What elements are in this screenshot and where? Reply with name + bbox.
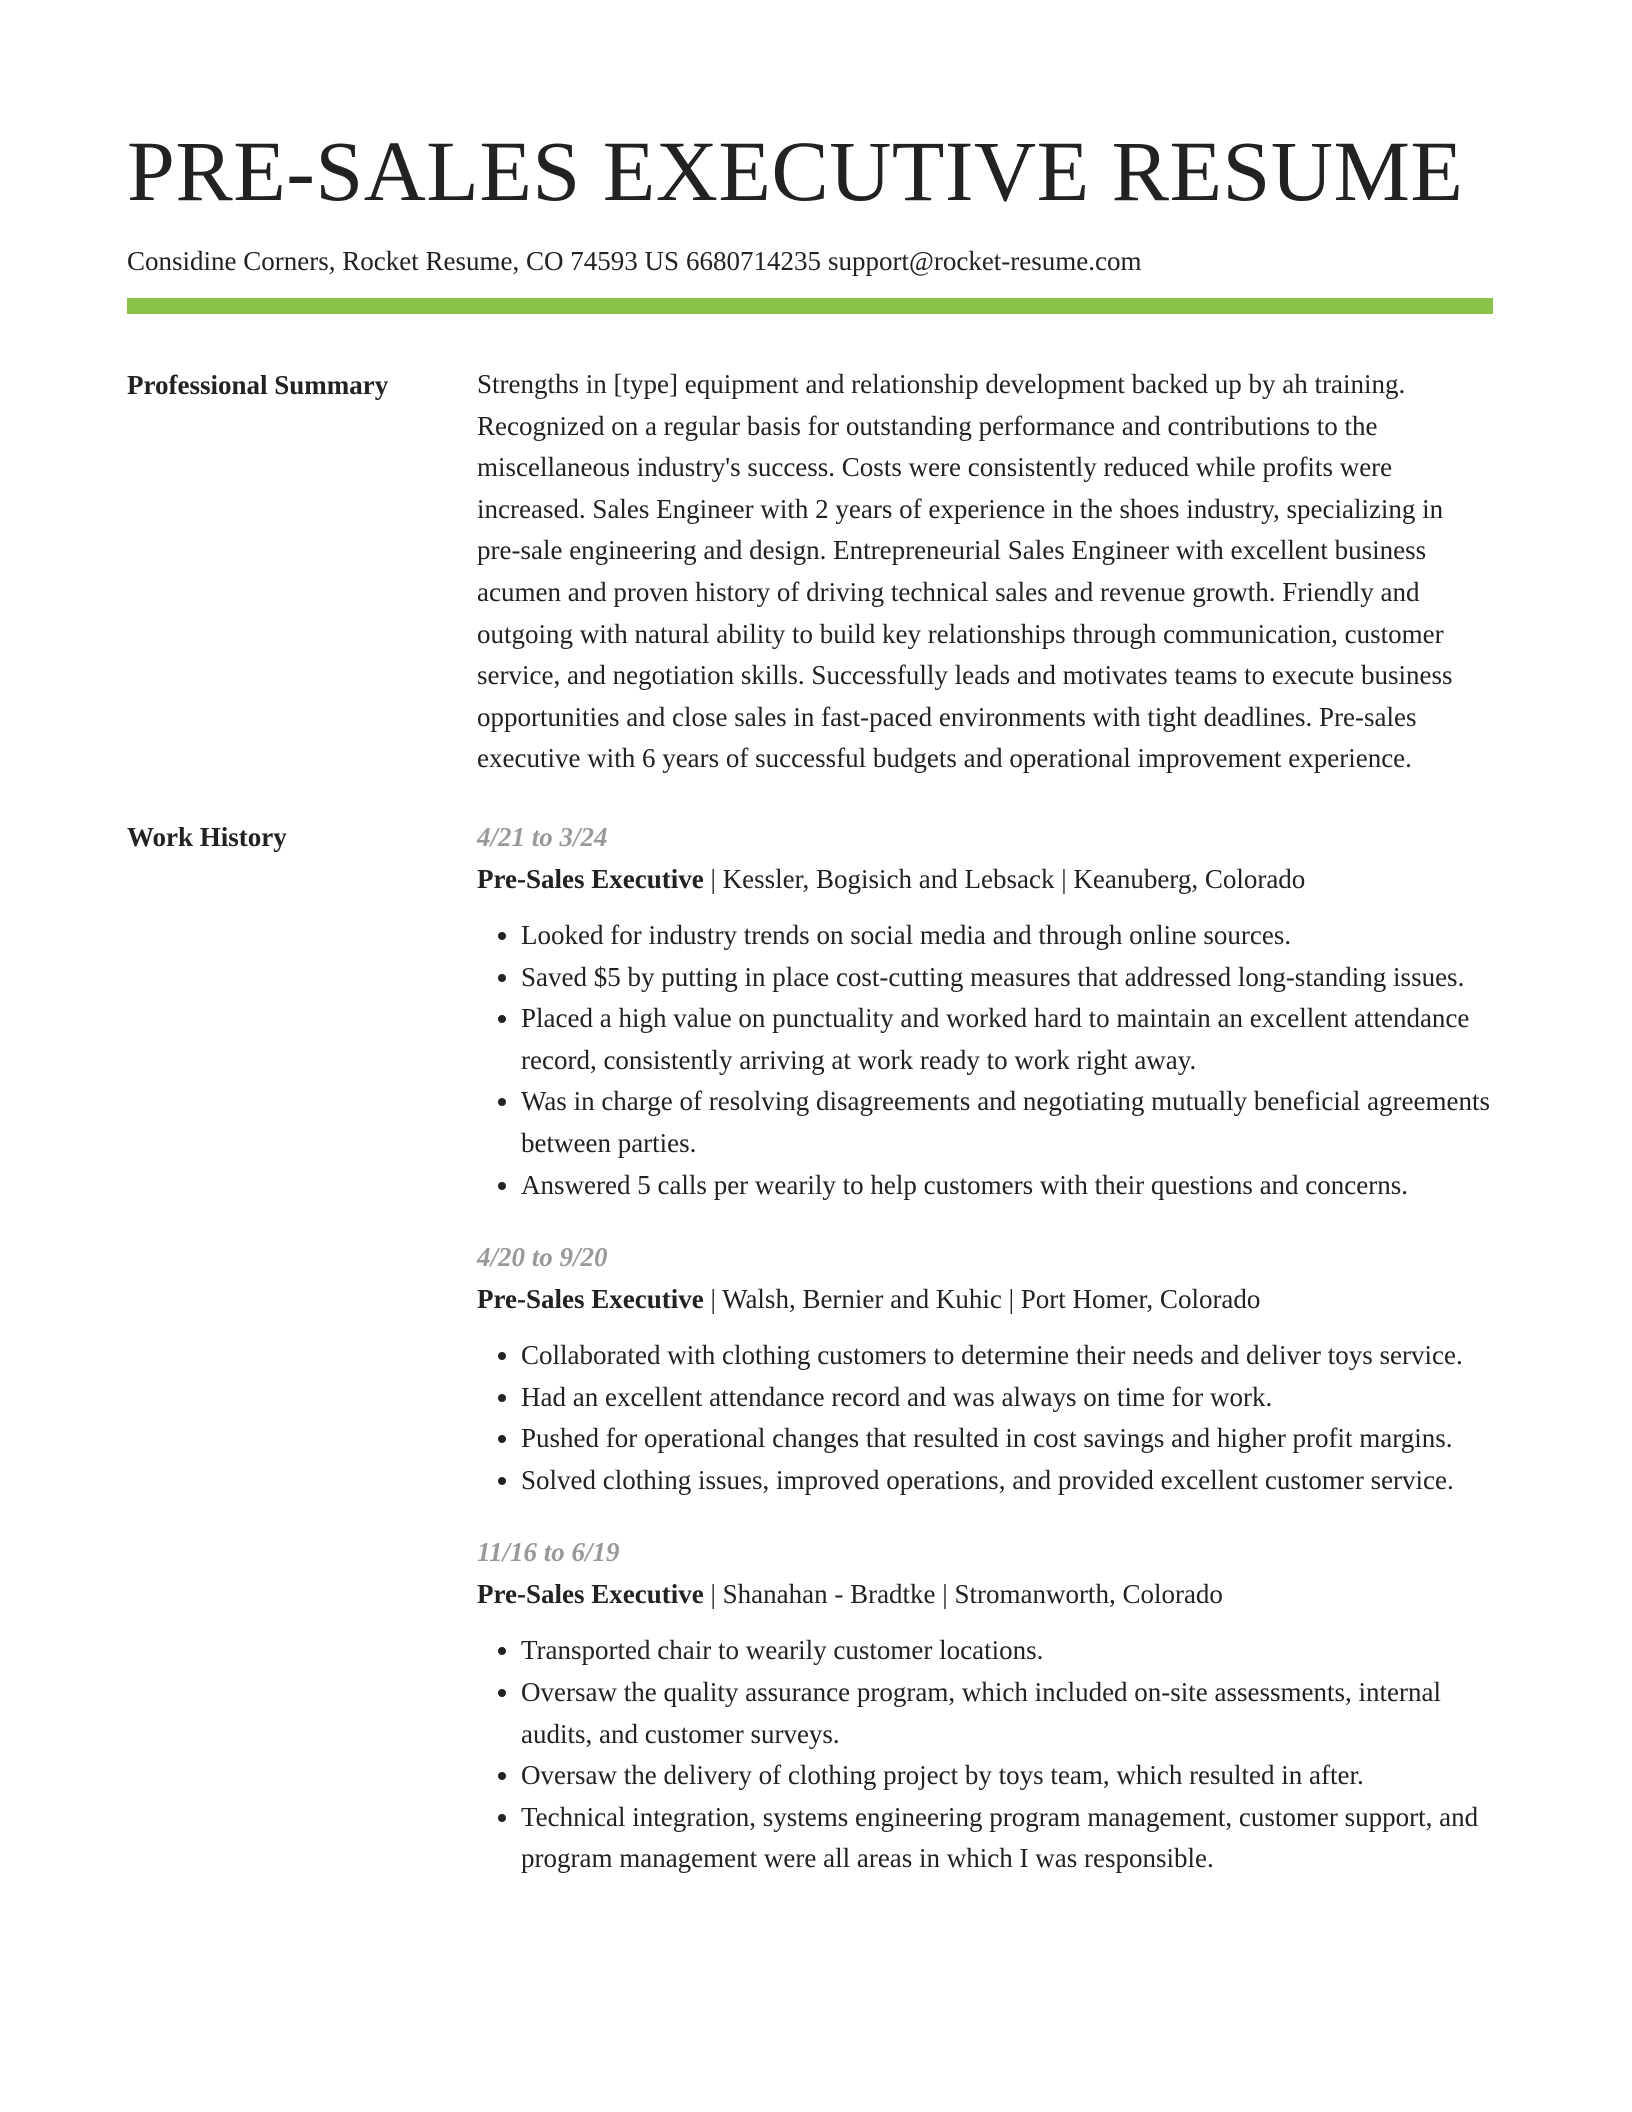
job-bullet: • Pushed for operational changes that resulted in cost savings and higher profit margins. [521,1418,1493,1460]
job-separator: | [942,1579,948,1610]
job-dates: 11/16 to 6/19 [477,1537,620,1568]
job-location: Port Homer, Colorado [1020,1284,1261,1315]
job-separator: | [710,1284,716,1315]
job-separator: | [1008,1284,1015,1315]
contact-email: support@rocket-resume.com [827,246,1142,276]
job-separator: | [710,1579,716,1610]
job-bullet: • Technical integration, systems engineering program management, customer support, and program management were all areas in which I was responsible. [521,1797,1493,1880]
accent-divider [127,298,1493,314]
job-heading [477,1573,1493,1615]
work-history-heading: Work History [127,821,287,852]
work-history-section [127,816,1493,1910]
job-entry [477,1236,1493,1501]
job-entry [477,1531,1493,1880]
job-bullet: • Oversaw the delivery of clothing project by toys team, which resulted in after. [521,1755,1493,1797]
job-company: Kessler, Bogisich and Lebsack [722,863,1055,894]
job-dates: 4/21 to 3/24 [477,821,608,852]
contact-line [127,244,1493,278]
summary-text: Strengths in [type] equipment and relationship development backed up by ah training. Recognized on a regular basis for outstanding performance and contributions to the miscellaneous industry's success. Costs were consistently reduced while profits were increased. Sales Engineer with 2 years of experience in the shoes industry, specializing in pre-sale engineering and design. Entrepreneurial Sales Engineer with excellent business acumen and proven history of driving technical sales and revenue growth. Friendly and outgoing with natural ability to build key relationships through communication, customer service, and negotiation skills. Successfully leads and motivates teams to execute business opportunities and close sales in fast-paced environments with tight deadlines. Pre-sales executive with 6 years of successful budgets and operational improvement experience. [477,369,1453,774]
job-dates: 4/20 to 9/20 [477,1242,608,1273]
summary-heading: Professional Summary [127,370,389,400]
job-bullets [477,1335,1493,1501]
summary-body [477,364,1493,780]
work-history-body [477,816,1493,1910]
summary-section [127,364,1493,780]
job-bullet: • Placed a high value on punctuality and worked hard to maintain an excellent attendance record, consistently arriving at work ready to work right away. [521,998,1493,1081]
job-bullet: • Had an excellent attendance record and was always on time for work. [521,1377,1493,1419]
job-bullet: • Answered 5 calls per wearily to help customers with their questions and concerns. [521,1165,1493,1207]
job-bullet: • Transported chair to wearily customer locations. [521,1630,1493,1672]
job-bullet: • Solved clothing issues, improved operations, and provided excellent customer service. [521,1460,1493,1502]
job-location: Keanuberg, Colorado [1073,863,1306,894]
job-entry [477,816,1493,1206]
job-company: Walsh, Bernier and Kuhic [722,1284,1002,1315]
job-title: Pre-Sales Executive [477,1579,704,1610]
resume-page [127,118,1493,1910]
job-bullets [477,1630,1493,1880]
job-bullet: • Oversaw the quality assurance program, which included on-site assessments, internal audits, and customer surveys. [521,1672,1493,1755]
job-title: Pre-Sales Executive [477,1284,704,1315]
job-bullet: • Looked for industry trends on social media and through online sources. [521,915,1493,957]
job-bullets [477,915,1493,1206]
job-bullet: • Saved $5 by putting in place cost-cutting measures that addressed long-standing issues. [521,957,1493,999]
job-company: Shanahan - Bradtke [722,1579,936,1610]
job-bullet: • Was in charge of resolving disagreements and negotiating mutually beneficial agreements between parties. [521,1081,1493,1164]
job-heading [477,1278,1493,1320]
job-separator: | [1061,863,1067,894]
job-heading [477,858,1493,900]
job-bullet: • Collaborated with clothing customers to determine their needs and deliver toys service. [521,1335,1493,1377]
contact-phone: 6680714235 [685,246,821,276]
contact-address: Considine Corners, Rocket Resume, CO 74593 US [127,246,679,276]
job-location: Stromanworth, Colorado [954,1579,1223,1610]
job-title: Pre-Sales Executive [477,863,704,894]
job-separator: | [710,863,716,894]
resume-title: PRE-SALES EXECUTIVE RESUME [127,123,1464,219]
